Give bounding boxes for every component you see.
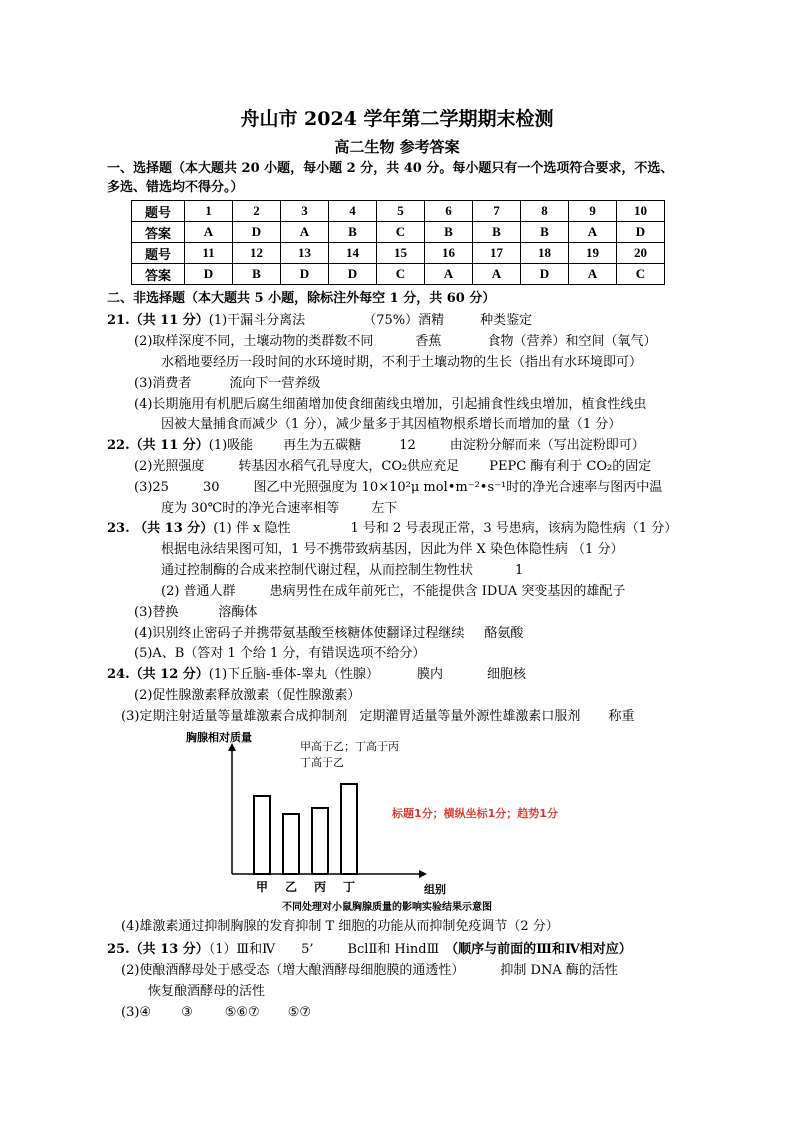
table-cell: 17: [473, 243, 521, 264]
answer-text: (2)使酿酒酵母处于感受态（增大酿酒酵母细胞膜的通透性）: [121, 963, 465, 978]
section1-heading-line2: 多选、错选均不得分。）: [107, 180, 244, 195]
table-cell: 5: [377, 201, 425, 222]
chart-category-label: 丙: [313, 880, 327, 894]
q25-line3: 恢复酿酒酵母的活性: [148, 984, 266, 999]
table-cell: 13: [281, 243, 329, 264]
table-cell: A: [425, 264, 473, 285]
answer-text: 食物（营养）和空间（氧气）: [487, 334, 657, 349]
chart-annotation: 丁高于乙: [300, 756, 344, 769]
answer-text: 再生为五碳糖: [283, 438, 362, 453]
q22-line1: [107, 437, 645, 455]
table-cell: 6: [425, 201, 473, 222]
q22-line2: [134, 458, 651, 476]
table-cell: A: [569, 222, 617, 243]
answer-text: (1) 伴 x 隐性: [213, 521, 291, 536]
table-cell: C: [377, 264, 425, 285]
chart-bar: [341, 784, 357, 874]
table-cell: 3: [281, 201, 329, 222]
q25-line4: [121, 1004, 311, 1022]
q24-line3: [121, 708, 634, 726]
answer-text: 30: [202, 480, 220, 495]
table-cell: 18: [521, 243, 569, 264]
answer-text: 香蕉: [415, 334, 442, 349]
answer-text: 流向下一营养级: [229, 376, 321, 391]
chart-bar: [312, 808, 328, 874]
q23-line7: (5)A、B（答对 1 个给 1 分，有错误选项不给分）: [134, 646, 426, 661]
q21-label: 21.（共 11 分）: [107, 313, 209, 328]
answer-text: 细胞核: [486, 667, 526, 682]
chart-category-label: 丁: [342, 880, 356, 894]
q23-line1: [107, 520, 677, 538]
answer-text: 溶酶体: [218, 605, 258, 620]
table-cell: D: [281, 264, 329, 285]
row-label-answer: 答案: [132, 264, 185, 285]
answer-text: 图乙中光照强度为 10×10²μ mol•m⁻²•s⁻¹时的净光合速率与图丙中温: [253, 480, 663, 495]
table-row-a1: [132, 222, 665, 243]
table-cell: D: [521, 264, 569, 285]
chart-scoring-note: 标题1分；横纵坐标1分；趋势1分: [392, 807, 558, 820]
answer-text: (2) 普通人群: [161, 584, 236, 599]
q23-label: 23. （共 13 分）: [107, 521, 214, 536]
q21-line3: 水稻地要经历一段时间的水环境时期，不利于土壤动物的生长（指出有水环境即可）: [161, 355, 643, 370]
answer-text: ③: [181, 1005, 193, 1020]
q24-label: 24.（共 12 分）: [107, 667, 209, 682]
answer-text: 左下: [371, 501, 398, 516]
section2-heading: 二、非选择题（本大题共 5 小题，除标注外每空 1 分，共 60 分）: [107, 291, 496, 306]
table-cell: D: [329, 264, 377, 285]
row-label-question: 题号: [132, 201, 185, 222]
q22-line3: [134, 479, 662, 497]
table-cell: B: [521, 222, 569, 243]
answer-table: [131, 200, 665, 285]
chart-annotation: 甲高于乙；丁高于丙: [300, 740, 399, 753]
answer-text: 5’: [301, 942, 314, 957]
answer-text: 由淀粉分解而来（写出淀粉即可）: [449, 438, 645, 453]
page-title: 舟山市 2024 学年第二学期期末检测: [240, 108, 554, 130]
q21-line1: [107, 312, 532, 330]
table-cell: 14: [329, 243, 377, 264]
table-cell: 16: [425, 243, 473, 264]
answer-text: (2)光照强度: [134, 459, 205, 474]
answer-text: 通过控制酶的合成来控制代谢过程，从而控制生物性状: [161, 563, 474, 578]
answer-text: （1）Ⅲ和Ⅳ: [208, 942, 276, 957]
answer-text: (2)取样深度不同，土壤动物的类群数不同: [134, 334, 374, 349]
table-row-q2: [132, 243, 665, 264]
table-cell: 4: [329, 201, 377, 222]
table-row-q1: [132, 201, 665, 222]
row-label-question: 题号: [132, 243, 185, 264]
table-cell: A: [473, 264, 521, 285]
row-label-answer: 答案: [132, 222, 185, 243]
table-cell: C: [377, 222, 425, 243]
table-cell: 9: [569, 201, 617, 222]
answer-text: (3)25: [134, 480, 169, 495]
table-cell: A: [185, 222, 233, 243]
table-cell: 7: [473, 201, 521, 222]
answer-text: PEPC 酶有利于 CO₂的固定: [489, 459, 652, 474]
answer-text: 转基因水稻气孔导度大，CO₂供应充足: [238, 459, 460, 474]
chart-category-label: 乙: [284, 880, 298, 894]
table-cell: A: [281, 222, 329, 243]
q25-line1: [107, 941, 632, 959]
answer-text: (3)消费者: [134, 376, 192, 391]
answer-text: （75%）酒精: [363, 313, 445, 328]
q23-line4: [161, 583, 625, 601]
answer-text: (3)替换: [134, 605, 179, 620]
table-cell: A: [569, 264, 617, 285]
table-cell: 19: [569, 243, 617, 264]
table-cell: 2: [233, 201, 281, 222]
answer-text: 1 号和 2 号表现正常，3 号患病，该病为隐性病（1 分）: [350, 521, 678, 536]
table-cell: B: [329, 222, 377, 243]
chart-category-label: 甲: [255, 880, 269, 894]
thymus-mass-bar-chart: [170, 727, 590, 917]
q23-line6: [134, 625, 523, 643]
answer-text: 定期灌胃适量等量外源性雄激素口服剂: [359, 709, 581, 724]
table-cell: C: [617, 264, 665, 285]
table-cell: 1: [185, 201, 233, 222]
q21-line5: (4)长期施用有机肥后腐生细菌增加使食细菌线虫增加，引起捕食性线虫增加，植食性线虫: [134, 397, 647, 412]
table-cell: 20: [617, 243, 665, 264]
table-cell: 11: [185, 243, 233, 264]
q24-line2: (2)促性腺激素释放激素（促性腺激素）: [134, 688, 361, 703]
answer-text: (3)④: [121, 1005, 152, 1020]
answer-text: ⑤⑦: [287, 1005, 312, 1020]
answer-text: 患病男性在成年前死亡，不能提供含 IDUA 突变基因的雄配子: [269, 584, 626, 599]
chart-bar: [254, 796, 270, 874]
chart-x-axis-arrow: [419, 870, 427, 878]
answer-text: (1)吸能: [208, 438, 254, 453]
table-cell: D: [233, 222, 281, 243]
table-cell: B: [425, 222, 473, 243]
chart-title: 不同处理对小鼠胸腺质量的影响实验结果示意图: [282, 902, 492, 913]
answer-text: 称重: [608, 709, 635, 724]
answer-text: (1)下丘脑-垂体-睾丸（性腺）: [208, 667, 379, 682]
answer-text: 12: [399, 438, 416, 453]
q23-line3: [161, 562, 523, 580]
table-cell: 8: [521, 201, 569, 222]
table-cell: B: [233, 264, 281, 285]
q23-line2: 根据电泳结果图可知，1 号不携带致病基因，因此为伴 X 染色体隐性病 （1 分）: [161, 542, 624, 557]
chart-bar: [283, 814, 299, 874]
chart-y-axis-arrow: [228, 743, 236, 751]
answer-text: (4)识别终止密码子并携带氨基酸至核糖体使翻译过程继续: [134, 626, 465, 641]
table-cell: D: [185, 264, 233, 285]
answer-text: 度为 30℃时的净光合速率相等: [161, 501, 340, 516]
chart-x-axis-label: 组别: [424, 883, 446, 896]
q24-line1: [107, 666, 526, 684]
q21-line2: [134, 333, 656, 351]
answer-text: 抑制 DNA 酶的活性: [500, 963, 618, 978]
answer-text: (1)干漏斗分离法: [208, 313, 306, 328]
answer-text: 酪氨酸: [484, 626, 524, 641]
answer-text: (3)定期注射适量等量雄激素合成抑制剂: [121, 709, 348, 724]
table-cell: 10: [617, 201, 665, 222]
chart-y-axis-label: 胸腺相对质量: [186, 731, 252, 744]
table-cell: B: [473, 222, 521, 243]
q25-label: 25.（共 13 分）: [107, 942, 209, 957]
q22-line4: [161, 500, 397, 518]
answer-text: ⑤⑥⑦: [224, 1005, 260, 1020]
q21-line6: 因被大量捕食而减少（1 分），减少量多于其因植物根系增长而增加的量（1 分）: [161, 417, 622, 432]
q25-line2: [121, 962, 618, 980]
table-cell: 12: [233, 243, 281, 264]
table-cell: 15: [377, 243, 425, 264]
answer-text: （顺序与前面的Ⅲ和Ⅳ相对应）: [445, 942, 632, 957]
answer-text: 1: [515, 563, 524, 578]
q24-line4: (4)雄激素通过抑制胸腺的发育抑制 T 细胞的功能从而抑制免疫调节（2 分）: [121, 919, 559, 934]
q22-label: 22.（共 11 分）: [107, 438, 209, 453]
q23-line5: [134, 604, 257, 622]
table-cell: D: [617, 222, 665, 243]
page-subtitle: 高二生物 参考答案: [334, 138, 460, 156]
section1-heading-line1: 一、选择题（本大题共 20 小题，每小题 2 分，共 40 分。每小题只有一个选项符合要求，不选、: [107, 161, 674, 176]
answer-text: 膜内: [416, 667, 443, 682]
table-row-a2: [132, 264, 665, 285]
answer-text: BclⅡ和 HindⅢ: [347, 942, 440, 957]
q21-line4: [134, 375, 320, 393]
answer-text: 种类鉴定: [480, 313, 533, 328]
